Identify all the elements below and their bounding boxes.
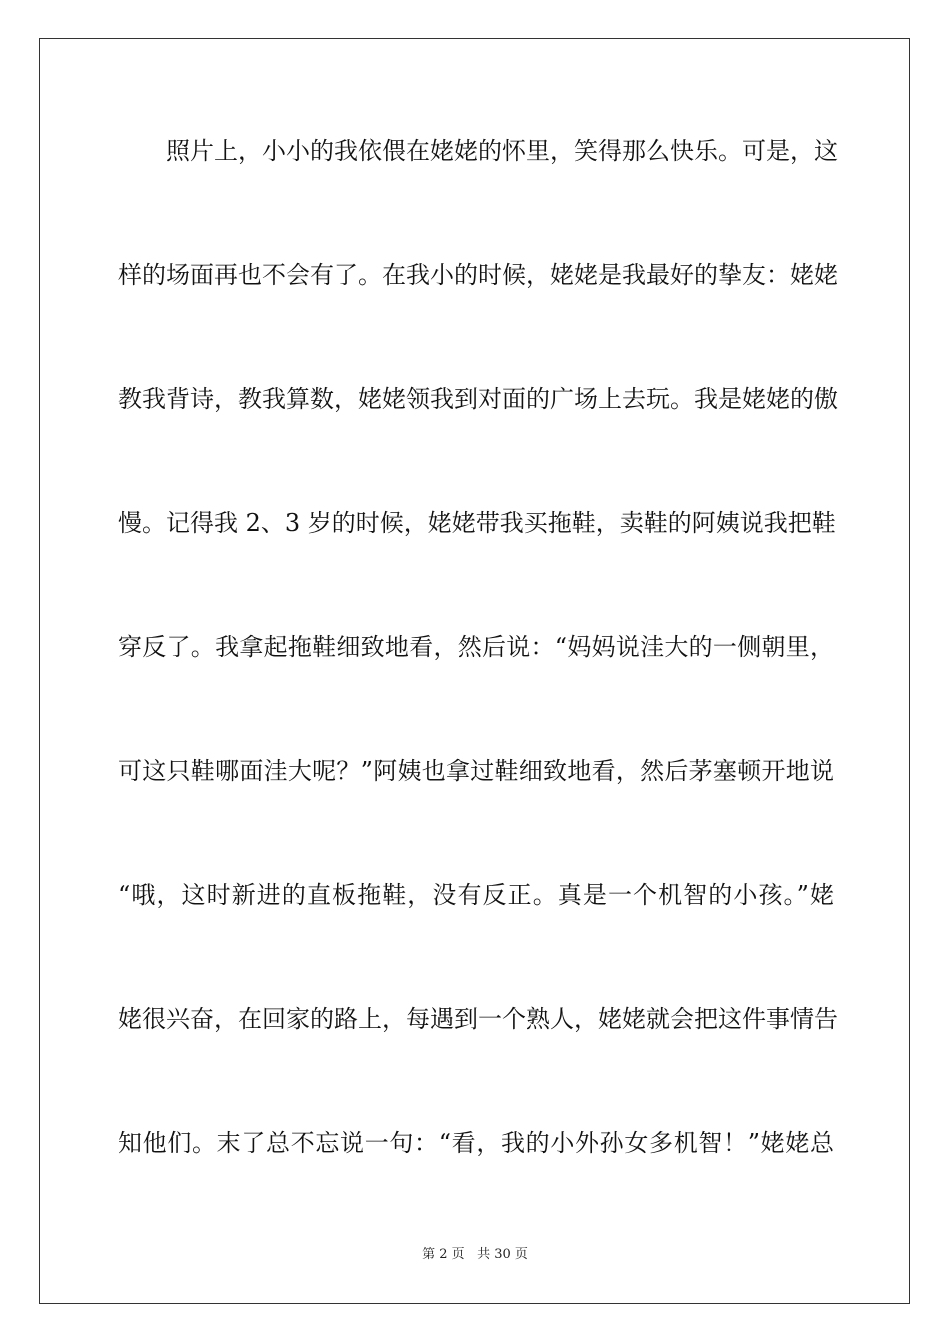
paragraph-line-3: 教我背诗，教我算数，姥姥领我到对面的广场上去玩。我是姥姥的傲 xyxy=(118,385,838,413)
paragraph-line-6: 可这只鞋哪面洼大呢？”阿姨也拿过鞋细致地看，然后茅塞顿开地说 xyxy=(118,757,834,785)
paragraph-line-5: 穿反了。我拿起拖鞋细致地看，然后说：“妈妈说洼大的一侧朝里， xyxy=(118,633,834,661)
page-frame xyxy=(39,38,910,1304)
paragraph-line-2: 样的场面再也不会有了。在我小的时候，姥姥是我最好的挚友：姥姥 xyxy=(118,261,838,289)
page-total: 共 30 页 xyxy=(477,1247,528,1262)
paragraph-line-4: 慢。记得我 2、3 岁的时候，姥姥带我买拖鞋，卖鞋的阿姨说我把鞋 xyxy=(118,509,836,537)
paragraph-line-9: 知他们。末了总不忘说一句：“看，我的小外孙女多机智！”姥姥总 xyxy=(118,1129,834,1157)
paragraph-line-1: 照片上，小小的我依偎在姥姥的怀里，笑得那么快乐。可是，这 xyxy=(166,137,838,165)
paragraph-line-7: “哦，这时新进的直板拖鞋，没有反正。真是一个机智的小孩。”姥 xyxy=(118,881,834,909)
page-number: 第 2 页 xyxy=(422,1247,465,1262)
page-footer xyxy=(0,1247,950,1263)
paragraph-line-8: 姥很兴奋，在回家的路上，每遇到一个熟人，姥姥就会把这件事情告 xyxy=(118,1005,838,1033)
